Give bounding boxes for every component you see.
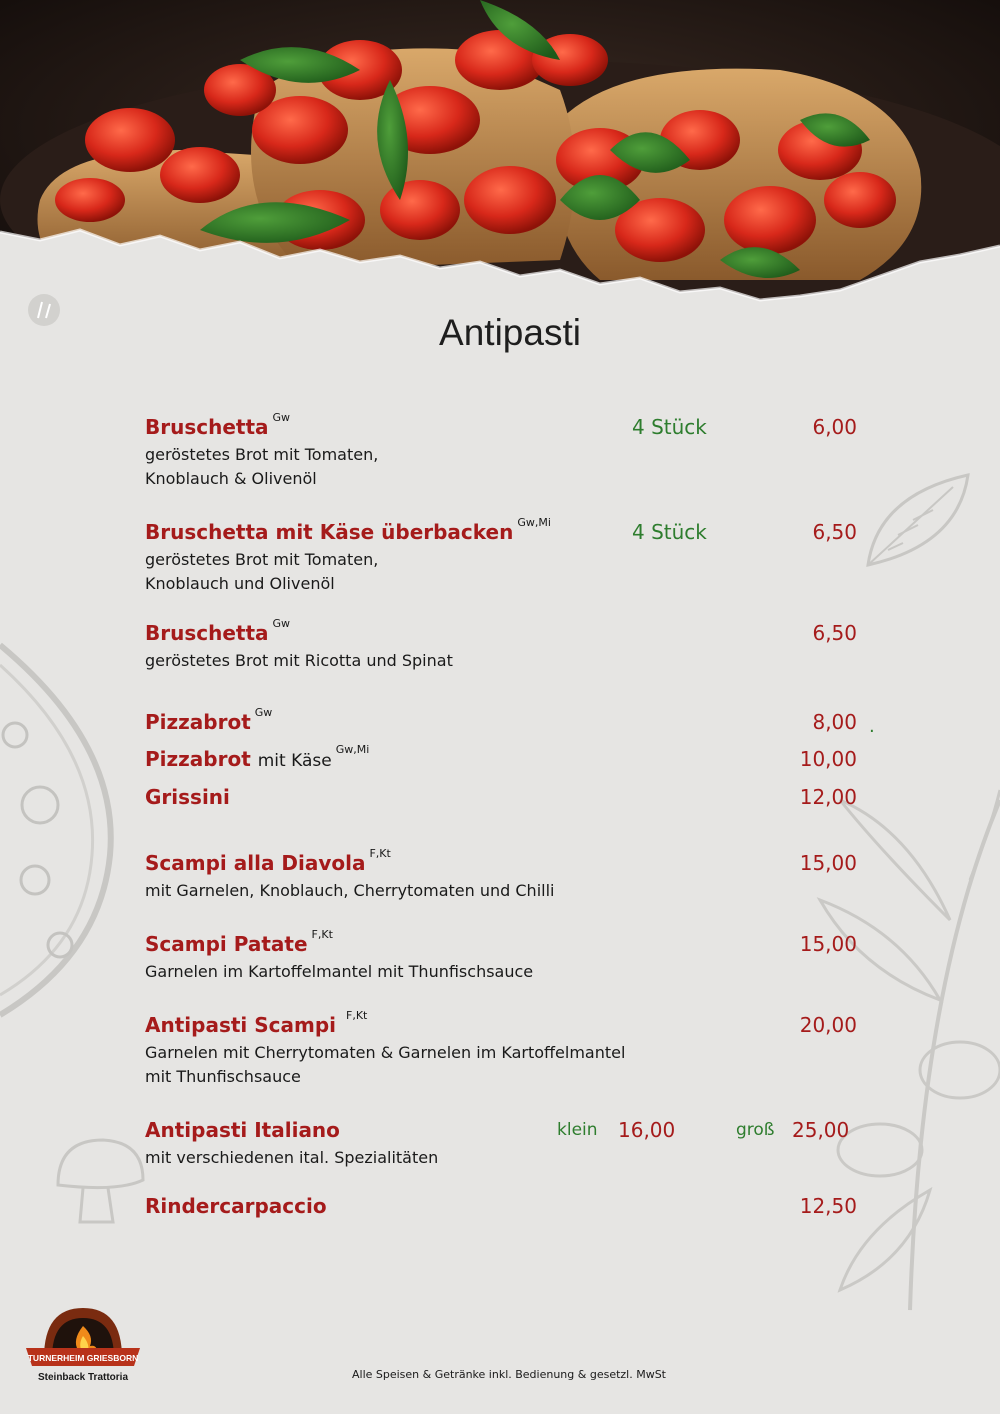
item-name: Scampi alla Diavola $^{F,Kt}$	[145, 847, 391, 875]
item-quantity: 4 Stück	[632, 415, 707, 439]
menu-item	[145, 785, 865, 813]
menu-item	[145, 706, 865, 738]
menu-item	[145, 411, 865, 491]
item-description: Garnelen mit Cherrytomaten & Garnelen im Kartoffelmantel mit Thunfischsauce	[145, 1043, 626, 1086]
item-price: 20,00	[799, 1013, 857, 1037]
menu-item	[145, 743, 865, 775]
item-allergens: Gw,Mi	[335, 743, 370, 756]
item-price: 10,00	[799, 747, 857, 771]
item-name: Grissini	[145, 785, 230, 809]
item-price: 6,50	[812, 520, 857, 544]
logo-line2: Steinback Trattoria	[37, 1372, 129, 1383]
item-description: mit verschiedenen ital. Spezialitäten	[145, 1148, 439, 1167]
sketch-leaf-icon	[858, 465, 978, 575]
item-name: Scampi Patate $^{F,Kt}$	[145, 928, 333, 956]
menu-item	[145, 1118, 865, 1170]
item-name: Rindercarpaccio	[145, 1194, 327, 1218]
item-name: Pizzabrot mit Käse$^{Gw,Mi}$	[145, 743, 370, 771]
item-price: 8,00	[812, 710, 857, 734]
item-allergens: F,Kt	[346, 1009, 368, 1022]
item-price: 12,50	[799, 1194, 857, 1218]
menu-item	[145, 1194, 865, 1222]
size-small-label: klein	[557, 1120, 598, 1140]
item-name: Antipasti Italiano	[145, 1118, 340, 1142]
sketch-pizza-icon	[0, 625, 120, 1025]
footer-note: Alle Speisen & Getränke inkl. Bedienung & gesetzl. MwSt	[351, 1368, 666, 1381]
hero-image	[0, 0, 1000, 320]
item-description: geröstetes Brot mit Tomaten, Knoblauch & Olivenöl	[145, 445, 379, 488]
item-allergens: Gw	[272, 617, 291, 630]
item-allergens: F,Kt	[311, 928, 333, 941]
sketch-mushroom-icon	[48, 1130, 148, 1230]
item-quantity: 4 Stück	[632, 520, 707, 544]
size-small-price: 16,00	[618, 1118, 676, 1142]
item-allergens: Gw	[272, 411, 291, 424]
item-price: 12,00	[799, 785, 857, 809]
item-description: Garnelen im Kartoffelmantel mit Thunfischsauce	[145, 962, 534, 981]
item-price: 15,00	[799, 932, 857, 956]
menu-item	[145, 1009, 865, 1089]
size-large-label: groß	[736, 1120, 775, 1140]
item-price: 15,00	[799, 851, 857, 875]
menu-item	[145, 847, 865, 903]
item-name: Pizzabrot $^{Gw}$	[145, 706, 273, 734]
item-price: 6,50	[812, 621, 857, 645]
item-allergens: Gw,Mi	[517, 516, 551, 529]
item-price: 6,00	[812, 415, 857, 439]
size-large-price: 25,00	[792, 1118, 850, 1142]
item-description: geröstetes Brot mit Ricotta und Spinat	[145, 651, 453, 670]
item-description: mit Garnelen, Knoblauch, Cherrytomaten und Chilli	[145, 881, 555, 900]
logo-line1: TURNERHEIM GRIESBORN	[27, 1353, 139, 1363]
menu-item	[145, 928, 865, 984]
page-title: Antipasti	[439, 312, 581, 353]
item-description: geröstetes Brot mit Tomaten, Knoblauch und Olivenöl	[145, 550, 379, 593]
item-name: Antipasti Scampi $^{F,Kt}$	[145, 1009, 368, 1037]
item-name: Bruschetta $^{Gw}$	[145, 411, 291, 439]
item-name: Bruschetta mit Käse überbacken $^{Gw,Mi}$	[145, 516, 551, 544]
menu-item	[145, 516, 865, 596]
item-allergens: Gw	[254, 706, 273, 719]
item-mark: .	[869, 716, 875, 737]
item-allergens: F,Kt	[369, 847, 391, 860]
menu-item	[145, 617, 865, 673]
item-name: Bruschetta $^{Gw}$	[145, 617, 291, 645]
